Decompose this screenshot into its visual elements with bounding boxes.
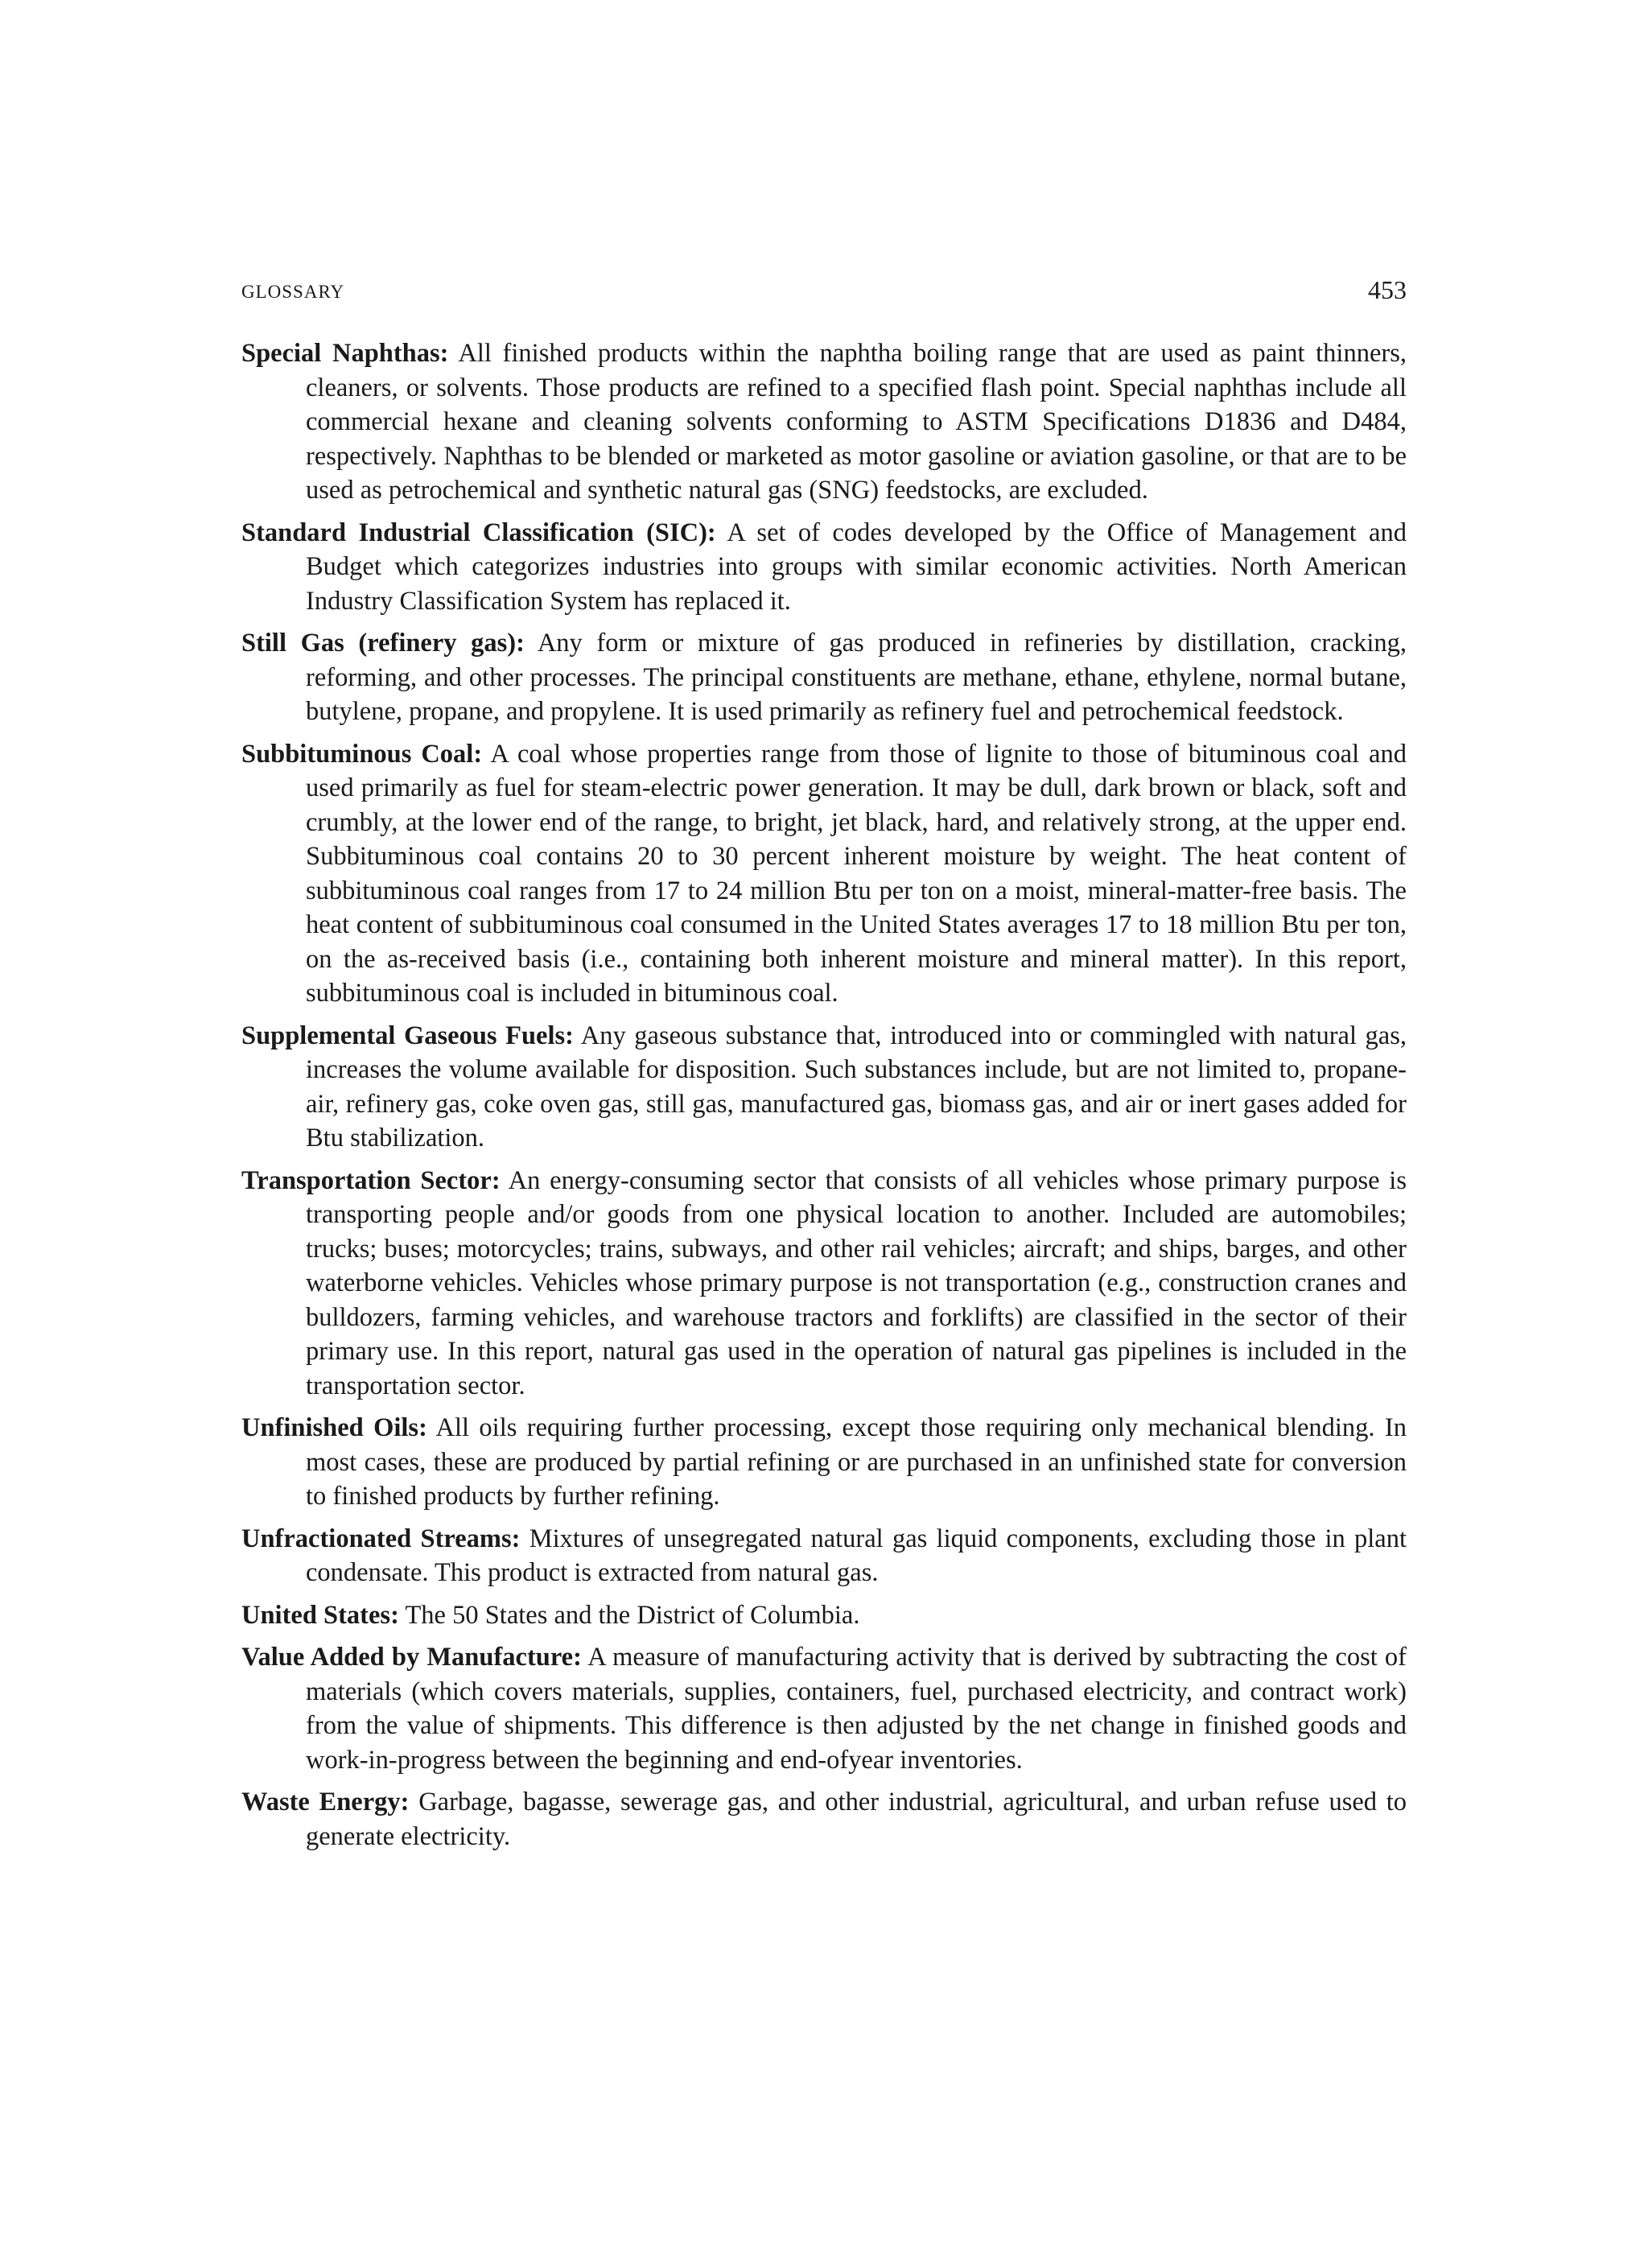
glossary-entry-unfinished-oils xyxy=(241,1411,1407,1514)
glossary-entry-sic xyxy=(241,516,1407,619)
glossary-entry-unfractionated-streams xyxy=(241,1522,1407,1590)
glossary-term: Unfractionated Streams: xyxy=(241,1524,521,1553)
glossary-term: Subbituminous Coal: xyxy=(241,739,483,769)
running-title: GLOSSARY xyxy=(241,282,345,302)
glossary-entry-united-states xyxy=(241,1598,1407,1633)
glossary-entry-still-gas xyxy=(241,626,1407,729)
glossary-entry-waste-energy xyxy=(241,1785,1407,1854)
glossary-entry-transportation-sector xyxy=(241,1164,1407,1404)
glossary-term: Still Gas (refinery gas): xyxy=(241,629,525,658)
glossary-term: Transportation Sector: xyxy=(241,1165,501,1195)
glossary-entries xyxy=(241,336,1407,1862)
glossary-definition: Any form or mixture of gas produced in refineries by distillation, cracking, reforming, and other processes. The principal constituents are methane, ethane, ethylene, normal butane, butylene, propane, and propylene. It is used primarily as refinery fuel and petrochemical feedstock. xyxy=(306,629,1407,726)
glossary-definition: A set of codes developed by the Office of Management and Budget which categorizes industries into groups with similar economic activities. North American Industry Classification System has replaced it. xyxy=(306,518,1407,616)
glossary-entry-special-naphthas xyxy=(241,336,1407,508)
glossary-definition: Any gaseous substance that, introduced into or commingled with natural gas, increases the volume available for disposition. Such substances include, but are not limited to, propane-air, refinery gas, coke oven gas, still gas, manufactured gas, biomass gas, and air or inert gases added for Btu stabilization. xyxy=(306,1021,1407,1153)
glossary-term: Unfinished Oils: xyxy=(241,1413,427,1442)
glossary-entry-subbituminous-coal xyxy=(241,737,1407,1011)
glossary-term: Special Naphthas: xyxy=(241,339,449,368)
glossary-definition: A measure of manufacturing activity that is derived by subtracting the cost of materials (which covers materials, supplies, containers, fuel, purchased electricity, and contract work) from the value of shipments. This difference is then adjusted by the net change in finished goods and work-in-progress between the beginning and end-ofyear inventories. xyxy=(306,1643,1407,1775)
glossary-term: Supplemental Gaseous Fuels: xyxy=(241,1021,574,1050)
glossary-definition: A coal whose properties range from those of lignite to those of bituminous coal and used primarily as fuel for steam-electric power generation. It may be dull, dark brown or black, soft and crumbly, at the lower end of the range, to bright, jet black, hard, and relatively strong, at the upper end. Subbituminous coal contains 20 to 30 percent inherent moisture by weight. The heat content of subbituminous coal ranges from 17 to 24 million Btu per ton on a moist, mineral-matter-free basis. The heat content of subbituminous coal consumed in the United States averages 17 to 18 million Btu per ton, on the as-received basis (i.e., containing both inherent moisture and mineral matter). In this report, subbituminous coal is included in bituminous coal. xyxy=(306,739,1407,1008)
glossary-definition: Garbage, bagasse, sewerage gas, and other industrial, agricultural, and urban refuse used to generate electricity. xyxy=(306,1788,1407,1851)
page-number: 453 xyxy=(1368,275,1407,304)
glossary-term: United States: xyxy=(241,1600,399,1630)
glossary-definition: An energy-consuming sector that consists of all vehicles whose primary purpose is transporting people and/or goods from one physical location to another. Included are automobiles; trucks; buses; motorcycles; trains, subways, and other rail vehicles; aircraft; and ships, barges, and other waterborne vehicles. Vehicles whose primary purpose is not transportation (e.g., construction cranes and bulldozers, farming vehicles, and warehouse tractors and forklifts) are classified in the sector of their primary use. In this report, natural gas used in the operation of natural gas pipelines is included in the transportation sector. xyxy=(306,1165,1407,1400)
glossary-entry-supplemental-gaseous-fuels xyxy=(241,1019,1407,1156)
glossary-term: Waste Energy: xyxy=(241,1788,410,1816)
glossary-definition: The 50 States and the District of Columbia. xyxy=(405,1600,860,1630)
glossary-term: Standard Industrial Classification (SIC): xyxy=(241,518,716,547)
glossary-entry-value-added-by-manufacture xyxy=(241,1640,1407,1777)
glossary-definition: All oils requiring further processing, except those requiring only mechanical blending. In most cases, these are produced by partial refining or are purchased in an unfinished state for conversion to finished products by further refining. xyxy=(306,1413,1407,1511)
document-page xyxy=(241,0,1407,2268)
glossary-definition: Mixtures of unsegregated natural gas liquid components, excluding those in plant condensate. This product is extracted from natural gas. xyxy=(306,1524,1407,1587)
running-header xyxy=(241,275,1407,307)
glossary-term: Value Added by Manufacture: xyxy=(241,1643,582,1672)
glossary-definition: All finished products within the naphtha boiling range that are used as paint thinners, cleaners, or solvents. Those products are refined to a specified flash point. Special naphthas include all commercial hexane and cleaning solvents conforming to ASTM Specifications D1836 and D484, respectively. Naphthas to be blended or marketed as motor gasoline or aviation gasoline, or that are to be used as petrochemical and synthetic natural gas (SNG) feedstocks, are excluded. xyxy=(306,339,1407,505)
